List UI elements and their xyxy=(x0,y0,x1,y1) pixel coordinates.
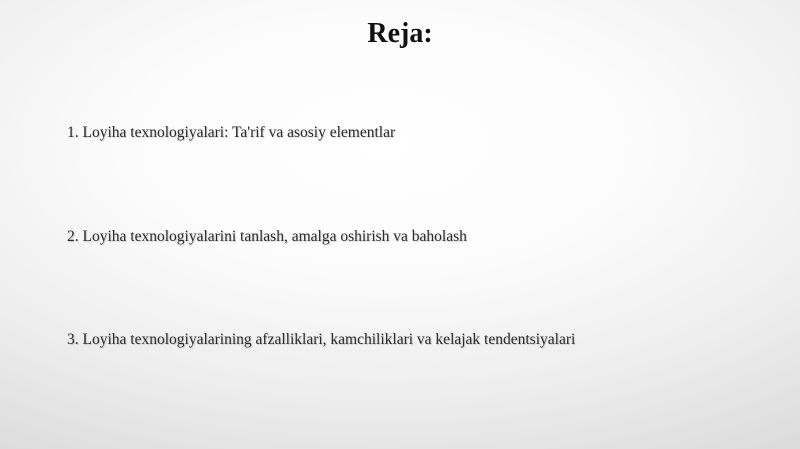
plan-item-2: 2. Loyiha texnologiyalarini tanlash, amalga oshirish va baholash xyxy=(67,228,467,245)
plan-item-1: 1. Loyiha texnologiyalari: Ta'rif va asosiy elementlar xyxy=(67,124,396,141)
slide-title: Reja: xyxy=(367,18,433,49)
plan-item-3: 3. Loyiha texnologiyalarining afzalliklari, kamchiliklari va kelajak tendentsiyalari xyxy=(67,331,576,348)
